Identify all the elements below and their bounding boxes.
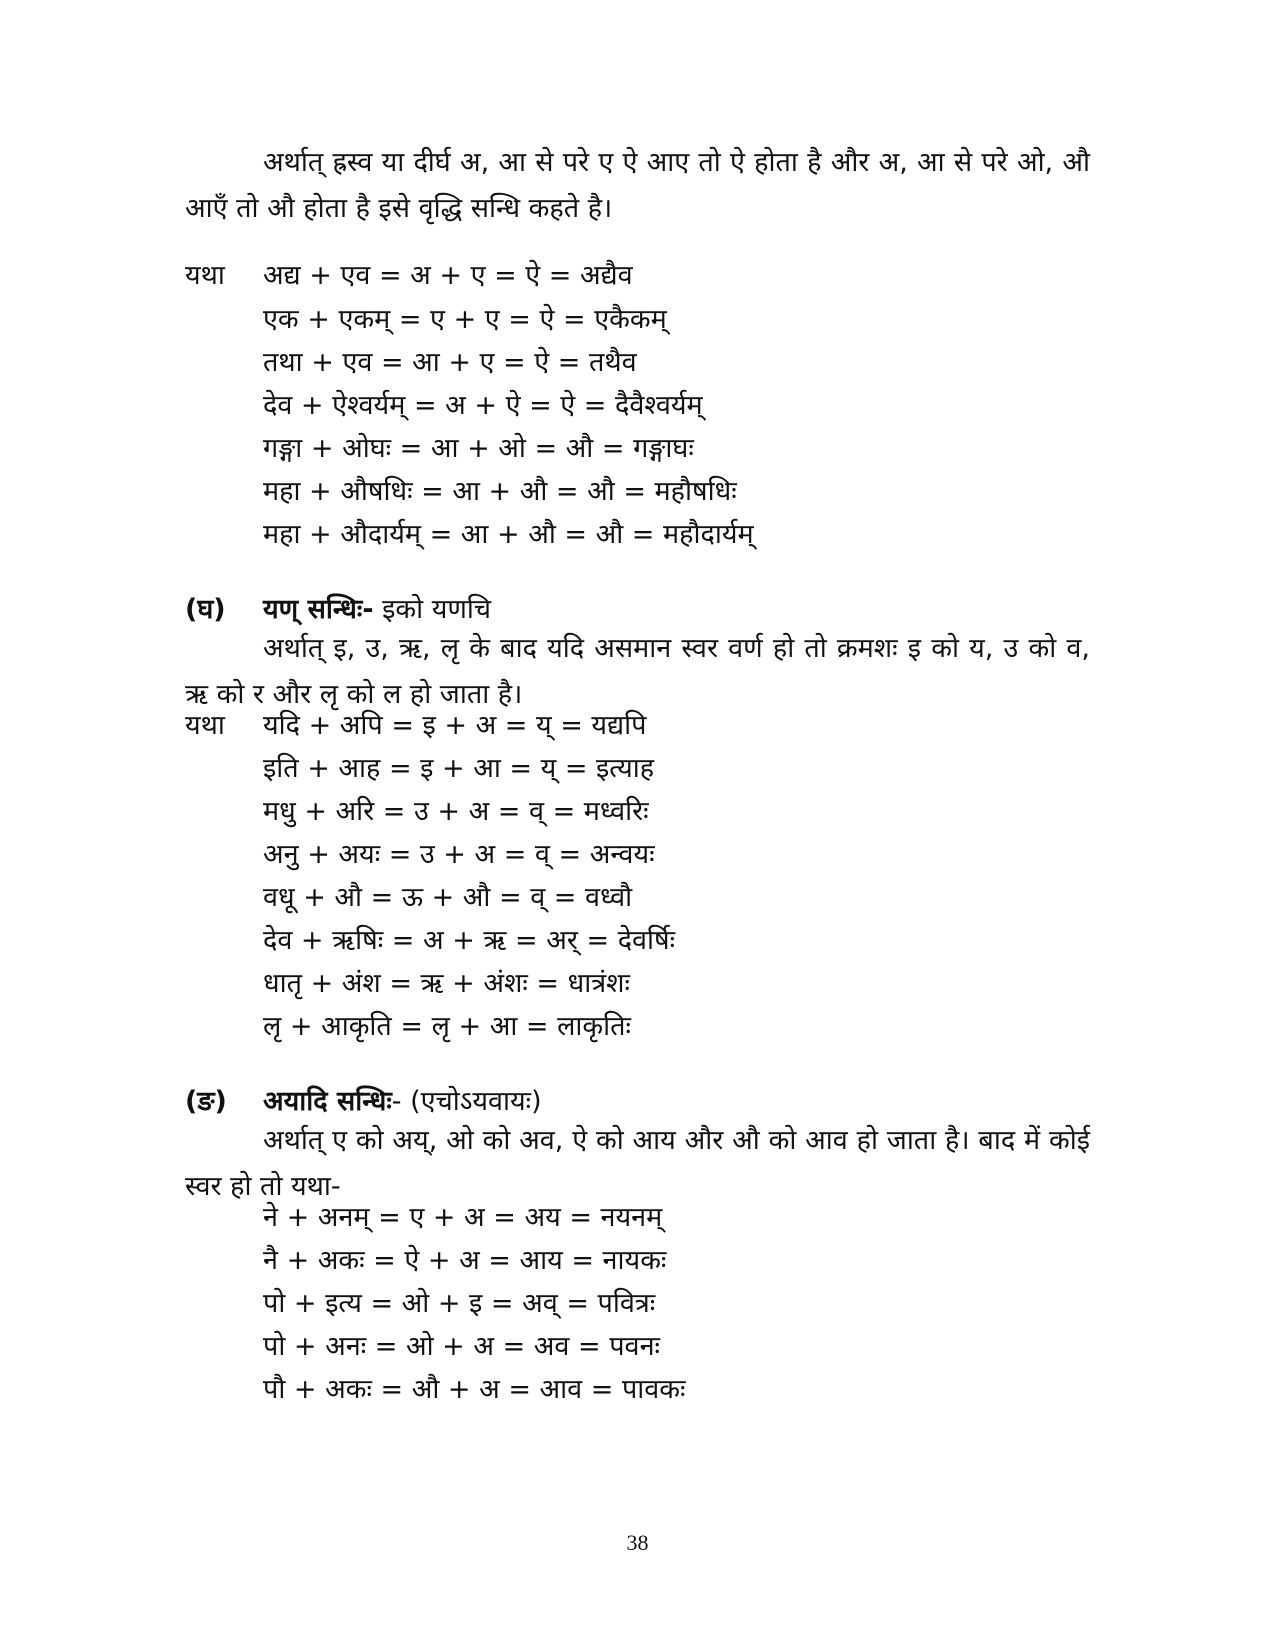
example-row: [263, 962, 630, 1006]
section-title: अयादि सन्धिः: [263, 1086, 392, 1117]
example-label: यथा: [185, 710, 225, 741]
example-equation: पो + इत्य = ओ + इ = अव् = पवित्रः: [263, 1288, 656, 1319]
example-row: [263, 1282, 655, 1326]
section-title: यण् सन्धिः-: [263, 594, 374, 625]
example-row: [263, 384, 703, 428]
example-row: [263, 298, 667, 342]
example-label: यथा: [185, 260, 225, 291]
example-equation: धातृ + अंश = ऋ + अंशः = धात्रंशः: [263, 968, 630, 999]
example-equation: अनु + अयः = उ + अ = व् = अन्वयः: [263, 839, 655, 870]
example-equation: एक + एकम् = ए + ए = ऐ = एकैकम्: [263, 304, 667, 335]
example-row: [263, 1239, 666, 1283]
example-equation: नै + अकः = ऐ + अ = आय = नायकः: [263, 1245, 667, 1276]
ayadi-intro-paragraph: अर्थात् ए को अय्, ओ को अव, ऐ को आय और औ को आव हो जाता है। बाद में कोई स्वर हो तो यथा-: [185, 1125, 1090, 1202]
example-row: [263, 1325, 660, 1369]
section-marker: (घ): [185, 594, 226, 625]
section-sutra: - (एचोऽयवायः): [391, 1086, 542, 1117]
example-equation: महा + औदार्यम् = आ + औ = औ = महौदार्यम्: [263, 519, 754, 550]
example-equation: यदि + अपि = इ + अ = य् = यद्यपि: [263, 710, 647, 741]
example-row: [263, 1005, 631, 1049]
example-row: [263, 876, 632, 920]
example-equation: तथा + एव = आ + ए = ऐ = तथैव: [263, 347, 637, 378]
example-equation: पौ + अकः = औ + अ = आव = पावकः: [263, 1374, 686, 1405]
example-row: [263, 790, 649, 834]
example-row: [263, 513, 754, 557]
example-equation: लृ + आकृति = लृ + आ = लाकृतिः: [263, 1011, 631, 1042]
example-row: [263, 1368, 685, 1412]
example-equation: ने + अनम् = ए + अ = अय = नयनम्: [263, 1202, 663, 1233]
example-equation: वधू + औ = ऊ + औ = व् = वध्वौ: [263, 882, 633, 913]
example-row: [185, 704, 646, 748]
example-row: [263, 341, 637, 385]
example-row: [263, 470, 737, 514]
yan-intro-paragraph: अर्थात् इ, उ, ऋ, लृ के बाद यदि असमान स्वर वर्ण हो तो क्रमशः इ को य, उ को व, ऋ को र और लृ को ल हो जाता है।: [185, 633, 1090, 710]
section-marker: (ङ): [185, 1086, 227, 1117]
example-equation: देव + ऋषिः = अ + ऋ = अर् = देवर्षिः: [263, 925, 676, 956]
vriddhi-intro-paragraph: अर्थात् ह्रस्व या दीर्घ अ, आ से परे ए ऐ आए तो ऐ होता है और अ, आ से परे ओ, औ आएँ तो औ होता है इसे वृद्धि सन्धि कहते है।: [185, 147, 1090, 224]
example-equation: पो + अनः = ओ + अ = अव = पवनः: [263, 1331, 661, 1362]
example-equation: मधु + अरि = उ + अ = व् = मध्वरिः: [263, 796, 649, 827]
example-row: [263, 1196, 662, 1240]
example-row: [263, 427, 694, 471]
example-row: [263, 919, 675, 963]
example-equation: इति + आह = इ + आ = य् = इत्याह: [263, 753, 655, 784]
example-equation: देव + ऐश्वर्यम् = अ + ऐ = ऐ = दैवैश्वर्यम्: [263, 390, 703, 421]
example-equation: गङ्गा + ओघः = आ + ओ = औ = गङ्गाघः: [263, 433, 694, 464]
page-number: 38: [626, 1530, 649, 1555]
example-row: [263, 833, 655, 877]
example-row: [263, 747, 654, 791]
section-sutra: इको यणचि: [382, 594, 492, 625]
example-equation: महा + औषधिः = आ + औ = औ = महौषधिः: [263, 476, 737, 507]
example-equation: अद्य + एव = अ + ए = ऐ = अद्यैव: [263, 260, 633, 291]
example-row: [185, 254, 633, 298]
